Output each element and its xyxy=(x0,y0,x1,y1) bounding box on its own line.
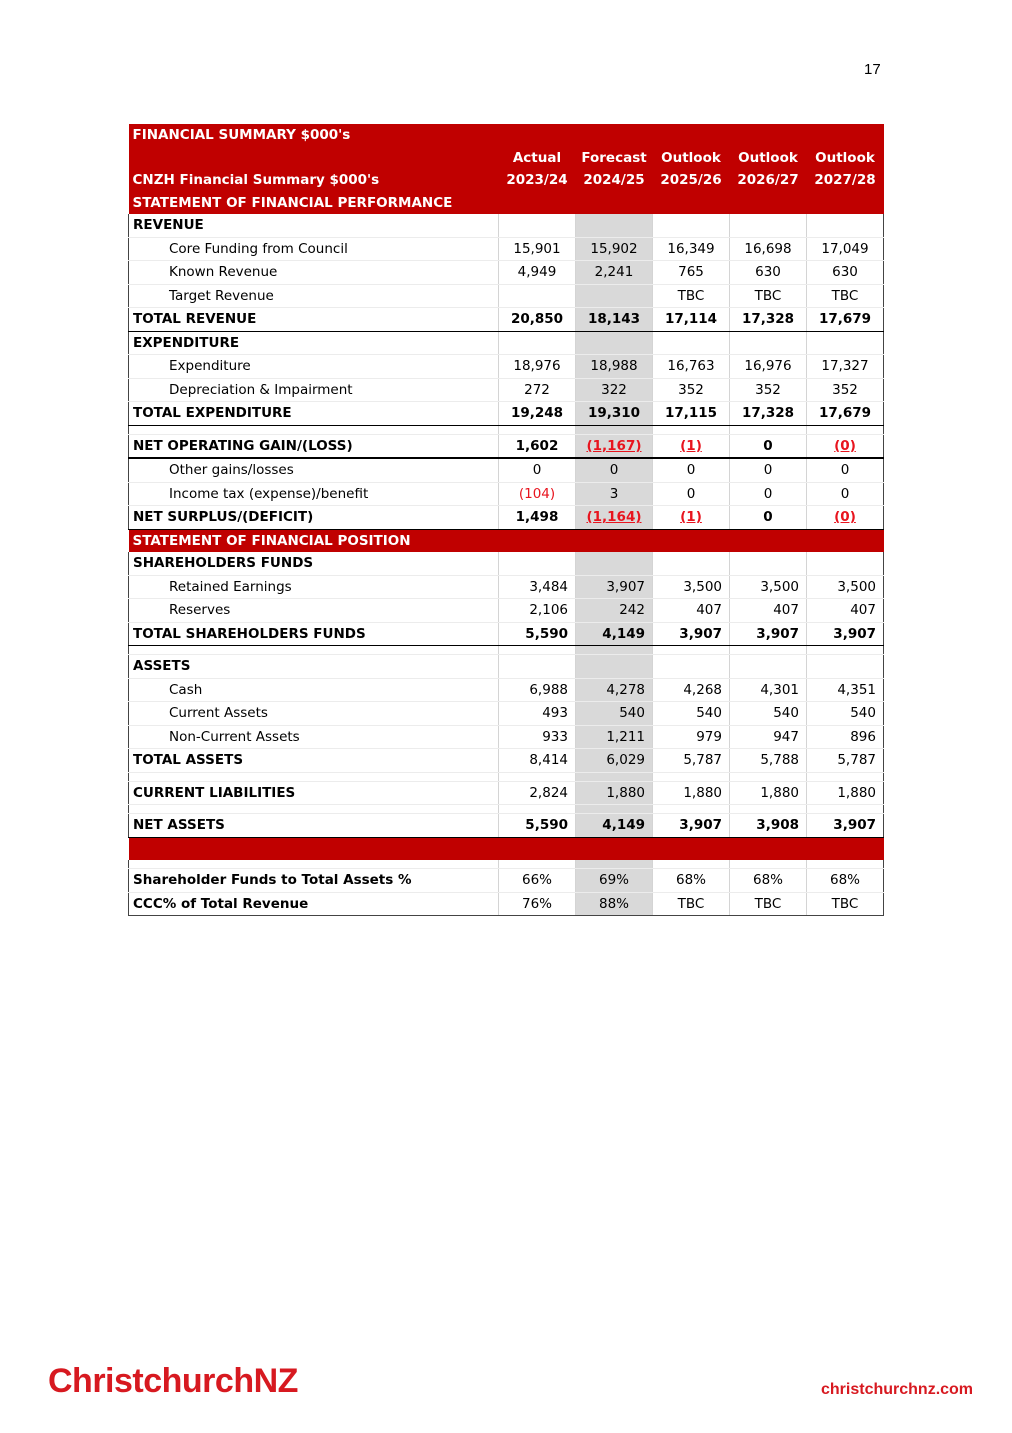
spacer-row xyxy=(129,805,884,814)
section-heading: STATEMENT OF FINANCIAL PERFORMANCE xyxy=(129,192,499,215)
cell: 1,880 xyxy=(807,781,884,805)
cell: 933 xyxy=(499,725,576,749)
spacer-row xyxy=(129,425,884,434)
table-title: FINANCIAL SUMMARY $000's xyxy=(129,124,499,147)
cell: 272 xyxy=(499,378,576,402)
total-row xyxy=(129,622,884,646)
cell: 5,788 xyxy=(730,749,807,773)
cell: 322 xyxy=(576,378,653,402)
cell: 4,351 xyxy=(807,678,884,702)
cell: (1) xyxy=(680,437,702,454)
cell: 3,907 xyxy=(576,575,653,599)
col-type: Forecast xyxy=(576,147,653,170)
cell: 765 xyxy=(653,261,730,285)
cell: 1,880 xyxy=(576,781,653,805)
row-label: Retained Earnings xyxy=(129,575,499,599)
cell: 76% xyxy=(499,892,576,916)
group-heading: REVENUE xyxy=(129,214,499,237)
cell: 0 xyxy=(730,506,807,530)
cell: 0 xyxy=(730,482,807,506)
cell: 17,328 xyxy=(730,402,807,426)
cell: 4,278 xyxy=(576,678,653,702)
group-heading-shareholders xyxy=(129,552,884,575)
net-operating-row xyxy=(129,434,884,458)
cell: 19,310 xyxy=(576,402,653,426)
cell: 3,907 xyxy=(807,622,884,646)
cell: 3,907 xyxy=(730,622,807,646)
cell: 16,698 xyxy=(730,237,807,261)
table-row xyxy=(129,458,884,482)
cell: 4,149 xyxy=(576,622,653,646)
cell: 1,880 xyxy=(653,781,730,805)
cell: (0) xyxy=(834,437,856,454)
cell: 0 xyxy=(576,458,653,482)
cell: 3,908 xyxy=(730,814,807,838)
cell: 19,248 xyxy=(499,402,576,426)
total-row xyxy=(129,749,884,773)
cell: 5,590 xyxy=(499,622,576,646)
table-title-row xyxy=(129,124,884,147)
cell: (1,164) xyxy=(586,509,642,526)
spacer-row xyxy=(129,772,884,781)
col-year: 2023/24 xyxy=(499,169,576,192)
section-heading-position xyxy=(129,529,884,552)
group-heading: EXPENDITURE xyxy=(129,331,499,355)
row-label: TOTAL SHAREHOLDERS FUNDS xyxy=(129,622,499,646)
cell: 5,787 xyxy=(807,749,884,773)
table-row xyxy=(129,261,884,285)
financial-summary-table xyxy=(128,124,884,916)
row-label: Core Funding from Council xyxy=(129,237,499,261)
cell: 2,241 xyxy=(576,261,653,285)
cell: 0 xyxy=(499,458,576,482)
cell: 0 xyxy=(730,434,807,458)
total-row xyxy=(129,308,884,332)
cell: 17,327 xyxy=(807,355,884,379)
cell: 17,679 xyxy=(807,402,884,426)
col-year: 2025/26 xyxy=(653,169,730,192)
spacer-row xyxy=(129,646,884,655)
table-row xyxy=(129,355,884,379)
row-label: Target Revenue xyxy=(129,284,499,308)
net-assets-row xyxy=(129,814,884,838)
row-label: TOTAL EXPENDITURE xyxy=(129,402,499,426)
table-row xyxy=(129,678,884,702)
cell: 20,850 xyxy=(499,308,576,332)
col-type: Outlook xyxy=(730,147,807,170)
cell: 947 xyxy=(730,725,807,749)
cell: 8,414 xyxy=(499,749,576,773)
cell: (1) xyxy=(680,509,702,526)
cell: 407 xyxy=(807,599,884,623)
cell: 1,498 xyxy=(499,506,576,530)
row-label: Depreciation & Impairment xyxy=(129,378,499,402)
row-label: Reserves xyxy=(129,599,499,623)
row-label: TOTAL REVENUE xyxy=(129,308,499,332)
cell: 18,988 xyxy=(576,355,653,379)
cell: (1,167) xyxy=(586,437,642,454)
cell: 0 xyxy=(653,482,730,506)
table-row xyxy=(129,575,884,599)
cell: 88% xyxy=(576,892,653,916)
cell: 540 xyxy=(653,702,730,726)
table-row xyxy=(129,284,884,308)
cell: TBC xyxy=(653,892,730,916)
page-number: 17 xyxy=(864,61,881,78)
total-row xyxy=(129,402,884,426)
cell: 3,500 xyxy=(653,575,730,599)
column-year-row xyxy=(129,169,884,192)
col-year: 2024/25 xyxy=(576,169,653,192)
col-type: Outlook xyxy=(807,147,884,170)
cell: 16,763 xyxy=(653,355,730,379)
row-label: Income tax (expense)/benefit xyxy=(129,482,499,506)
cell: 69% xyxy=(576,869,653,893)
cell: 352 xyxy=(807,378,884,402)
cell: 18,976 xyxy=(499,355,576,379)
cell: 3,907 xyxy=(653,622,730,646)
col-year: 2027/28 xyxy=(807,169,884,192)
cell: 3,500 xyxy=(807,575,884,599)
cell: (104) xyxy=(518,485,556,502)
cell: 66% xyxy=(499,869,576,893)
cell: 15,901 xyxy=(499,237,576,261)
cell: 1,880 xyxy=(730,781,807,805)
cell: (0) xyxy=(834,509,856,526)
cell: TBC xyxy=(730,284,807,308)
cell: TBC xyxy=(730,892,807,916)
table-row xyxy=(129,237,884,261)
col-year: 2026/27 xyxy=(730,169,807,192)
cell: 6,988 xyxy=(499,678,576,702)
row-label: Known Revenue xyxy=(129,261,499,285)
cell: 540 xyxy=(730,702,807,726)
cell: 17,114 xyxy=(653,308,730,332)
cell: 4,949 xyxy=(499,261,576,285)
website-link[interactable]: christchurchnz.com xyxy=(821,1381,974,1398)
group-heading-assets xyxy=(129,655,884,679)
cell: 540 xyxy=(576,702,653,726)
cell: 630 xyxy=(730,261,807,285)
row-label: Current Assets xyxy=(129,702,499,726)
cell xyxy=(499,284,576,308)
cell: 896 xyxy=(807,725,884,749)
table-row xyxy=(129,482,884,506)
spacer-row xyxy=(129,860,884,869)
cell: 0 xyxy=(730,458,807,482)
table-row xyxy=(129,378,884,402)
row-label: CURRENT LIABILITIES xyxy=(129,781,499,805)
row-label: NET ASSETS xyxy=(129,814,499,838)
cell: 2,824 xyxy=(499,781,576,805)
cell: 407 xyxy=(653,599,730,623)
cell: 3,484 xyxy=(499,575,576,599)
cell: 5,590 xyxy=(499,814,576,838)
current-liabilities-row xyxy=(129,781,884,805)
cell: 3,500 xyxy=(730,575,807,599)
row-label: CCC% of Total Revenue xyxy=(129,892,499,916)
ratio-row xyxy=(129,892,884,916)
cell: 540 xyxy=(807,702,884,726)
cell: 0 xyxy=(653,458,730,482)
row-label: NET SURPLUS/(DEFICIT) xyxy=(129,506,499,530)
section-heading: STATEMENT OF FINANCIAL POSITION xyxy=(129,529,499,552)
cell: 4,149 xyxy=(576,814,653,838)
table-subtitle: CNZH Financial Summary $000's xyxy=(129,169,499,192)
cell: 0 xyxy=(807,458,884,482)
cell: 352 xyxy=(653,378,730,402)
cell: 16,976 xyxy=(730,355,807,379)
table-row xyxy=(129,725,884,749)
cell: 17,679 xyxy=(807,308,884,332)
group-heading: ASSETS xyxy=(129,655,499,679)
cell: 17,115 xyxy=(653,402,730,426)
cell xyxy=(576,284,653,308)
col-type: Actual xyxy=(499,147,576,170)
cell: 3 xyxy=(576,482,653,506)
cell: 3,907 xyxy=(653,814,730,838)
row-label: Expenditure xyxy=(129,355,499,379)
cell: 352 xyxy=(730,378,807,402)
column-type-row xyxy=(129,147,884,170)
cell: 4,301 xyxy=(730,678,807,702)
cell: 0 xyxy=(807,482,884,506)
cell: 979 xyxy=(653,725,730,749)
cell: 17,328 xyxy=(730,308,807,332)
table-row xyxy=(129,702,884,726)
group-heading: SHAREHOLDERS FUNDS xyxy=(129,552,499,575)
red-divider-row xyxy=(129,837,884,860)
ratio-row xyxy=(129,869,884,893)
row-label: Other gains/losses xyxy=(129,458,499,482)
group-heading-revenue xyxy=(129,214,884,237)
cell: TBC xyxy=(807,284,884,308)
cell: 3,907 xyxy=(807,814,884,838)
col-type: Outlook xyxy=(653,147,730,170)
christchurchnz-logo: ChristchurchNZ xyxy=(48,1362,298,1400)
table-row xyxy=(129,599,884,623)
net-surplus-row xyxy=(129,506,884,530)
row-label: Shareholder Funds to Total Assets % xyxy=(129,869,499,893)
cell: 15,902 xyxy=(576,237,653,261)
cell: 68% xyxy=(730,869,807,893)
row-label: Cash xyxy=(129,678,499,702)
cell: 630 xyxy=(807,261,884,285)
cell: 17,049 xyxy=(807,237,884,261)
cell: TBC xyxy=(653,284,730,308)
cell: 68% xyxy=(807,869,884,893)
section-heading-performance xyxy=(129,192,884,215)
group-heading-expenditure xyxy=(129,331,884,355)
cell: 68% xyxy=(653,869,730,893)
cell: 1,602 xyxy=(499,434,576,458)
cell: 4,268 xyxy=(653,678,730,702)
cell: 5,787 xyxy=(653,749,730,773)
cell: 6,029 xyxy=(576,749,653,773)
cell: 16,349 xyxy=(653,237,730,261)
cell: 1,211 xyxy=(576,725,653,749)
cell: 18,143 xyxy=(576,308,653,332)
row-label: Non-Current Assets xyxy=(129,725,499,749)
row-label: TOTAL ASSETS xyxy=(129,749,499,773)
cell: TBC xyxy=(807,892,884,916)
cell: 407 xyxy=(730,599,807,623)
row-label: NET OPERATING GAIN/(LOSS) xyxy=(129,434,499,458)
cell: 242 xyxy=(576,599,653,623)
cell: 493 xyxy=(499,702,576,726)
cell: 2,106 xyxy=(499,599,576,623)
